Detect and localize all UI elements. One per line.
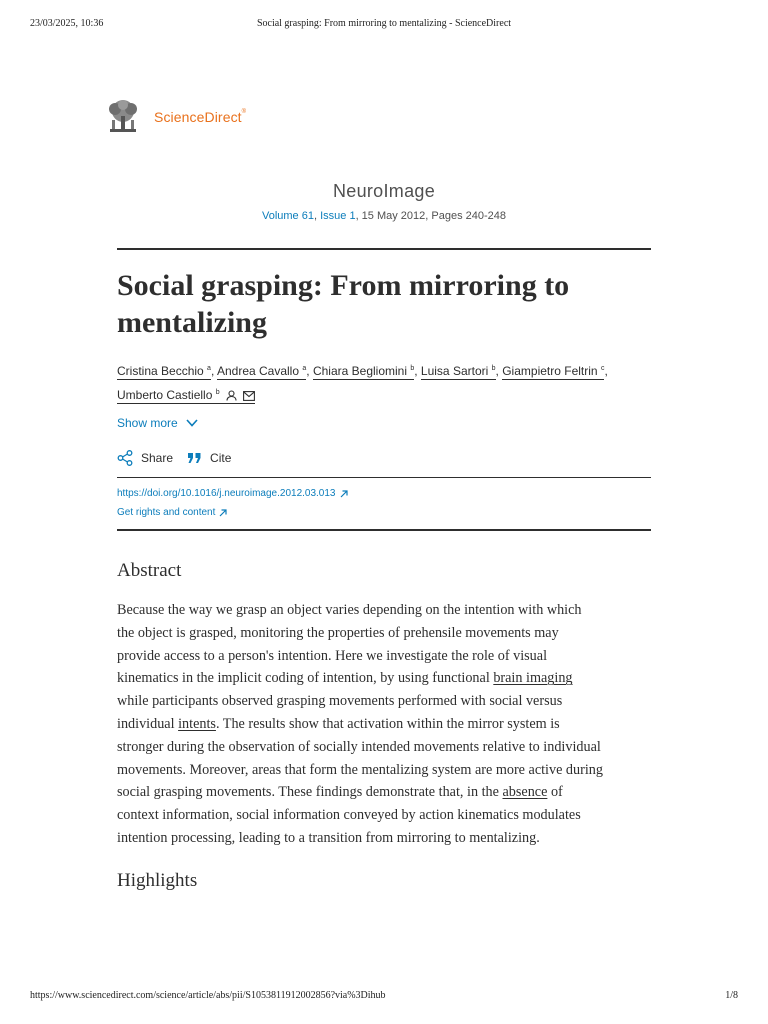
author-link[interactable]: Cristina Becchio $^a$ <box>117 364 211 378</box>
external-link-icon <box>219 509 227 517</box>
divider <box>117 248 651 250</box>
print-url: https://www.sciencedirect.com/science/article/abs/pii/S1053811912002856?via%3Dihub <box>30 990 386 1001</box>
volume-info: Volume 61, Issue 1, 15 May 2012, Pages 240-248 <box>261 210 507 222</box>
share-label: Share <box>141 451 174 465</box>
article-title: Social grasping: From mirroring to mentalizing <box>117 269 570 339</box>
page-number: 1/8 <box>725 990 738 1001</box>
abstract-text: Because the way we grasp an object varies depending on the intention with which the object is grasped, monitoring the properties of prehensile movements may provide access to a person's intention. Here we investigate the role of visual kinematics in the implicit coding of intention, by using functional brain imaging while participants observed grasping movements performed with social versus individual intents. The results show that activation within the mirror system is stronger during the observation of socially intended movements relative to individual movements. Moreover, areas that form the mentalizing system are more active during social grasping movements. These findings demonstrate that, in the absence of context information, social information conveyed by action kinematics modulates intention processing, leading to a transition from mirroring to mentalizing. <box>117 602 603 846</box>
quote-icon <box>187 452 202 464</box>
divider <box>117 529 651 531</box>
print-datetime: 23/03/2025, 10:36 <box>30 18 104 29</box>
volume-link[interactable]: Volume 61 <box>261 210 314 222</box>
person-icon <box>226 390 237 401</box>
show-more-label: Show more <box>117 416 178 430</box>
divider <box>117 477 651 478</box>
author-link[interactable]: Umberto Castiello $^b$ <box>117 388 255 404</box>
doi-text: https://doi.org/10.1016/j.neuroimage.2012.03.013 <box>117 488 336 499</box>
share-button[interactable] <box>117 450 173 466</box>
author-link[interactable]: Giampietro Feltrin $^c$ <box>502 364 605 378</box>
author-link[interactable]: Chiara Begliomini $^b$ <box>312 364 415 378</box>
envelope-icon <box>243 391 255 401</box>
article-actions <box>117 450 245 466</box>
sciencedirect-logo[interactable] <box>104 98 246 136</box>
author-link[interactable]: Luisa Sartori $^b$ <box>420 364 496 378</box>
print-header <box>30 18 738 32</box>
author-link[interactable]: Andrea Cavallo $^a$ <box>216 364 307 378</box>
share-icon <box>117 450 133 466</box>
journal-name[interactable]: NeuroImage <box>332 181 436 201</box>
doi-link[interactable] <box>117 488 348 499</box>
rights-text: Get rights and content <box>117 507 216 518</box>
author-list: Cristina Becchio $^a$, Andrea Cavallo $^a$, Chiara Begliomini $^b$, Luisa Sartori $^b$, Giampietro Feltrin $^c$, Umberto Castiello $^b$ <box>117 364 608 402</box>
issue-link[interactable]: Issue 1 <box>320 210 356 222</box>
elsevier-tree-icon <box>104 98 142 136</box>
date-pages: , 15 May 2012, Pages 240-248 <box>355 210 507 222</box>
rights-link[interactable] <box>117 507 227 518</box>
abstract-heading: Abstract <box>117 560 182 581</box>
term-link[interactable]: absence <box>502 784 548 801</box>
print-page-title: Social grasping: From mirroring to mentalizing - ScienceDirect <box>256 18 512 29</box>
chevron-down-icon <box>186 419 198 427</box>
term-link[interactable]: intents <box>178 715 216 732</box>
highlights-heading: Highlights <box>117 870 198 891</box>
cite-label: Cite <box>210 451 232 465</box>
brand-name: ScienceDirect® <box>154 109 247 125</box>
cite-button[interactable] <box>187 451 231 465</box>
print-footer <box>30 990 738 1004</box>
external-link-icon <box>340 490 348 498</box>
show-more-button[interactable] <box>117 416 198 430</box>
term-link[interactable]: brain imaging <box>493 670 573 687</box>
